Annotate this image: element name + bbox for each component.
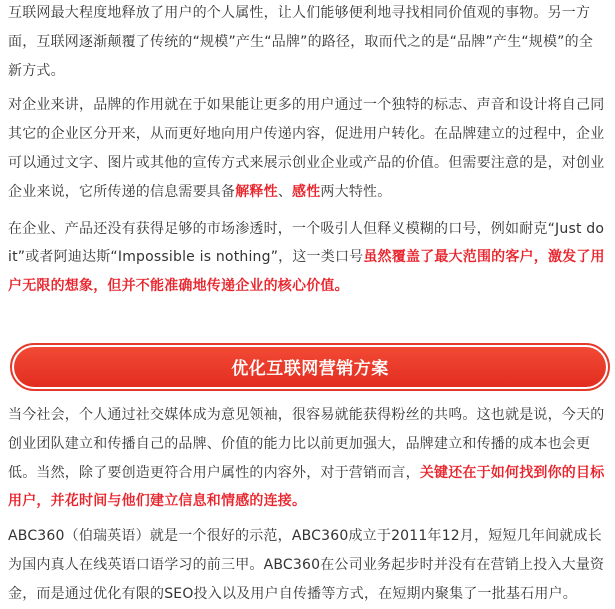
paragraph-brand-role-tail: 两大特性。 bbox=[320, 183, 392, 200]
paragraph-slogan bbox=[8, 215, 607, 301]
section-banner-fill bbox=[14, 347, 606, 387]
paragraph-brand-role-text: 对企业来讲，品牌的作用就在于如果能让更多的用户通过一个独特的标志、声音和设计将自己同其它的企业区分开来，从而更好地向用户传递内容，促进用户转化。在品牌建立的过程中，企业可以通过文字、图片或其他的宣传方式来展示创业企业或产品的价值。但需要注意的是，对创业企业来说，它所传递的信息需要具备 bbox=[8, 97, 605, 200]
section-banner bbox=[10, 343, 610, 391]
section-banner-title: 优化互联网营销方案 bbox=[231, 359, 389, 380]
separator-text: 、 bbox=[277, 183, 293, 200]
paragraph-intro-text: 互联网最大程度地释放了用户的个人属性，让人们能够便利地寻找相同价值观的事物。另一方面，互联网逐渐颠覆了传统的“规模”产生“品牌”的路径，取而代之的是“品牌”产生“规模”的全新方式。 bbox=[8, 5, 594, 79]
highlight-target-users: 关键还在于如何找到你的目标用户，并花时间与他们建立信息和情感的连接。 bbox=[8, 464, 605, 510]
highlight-emotional: 感性 bbox=[292, 183, 321, 200]
paragraph-slogan-text: 在企业、产品还没有获得足够的市场渗透时，一个吸引人但释义模糊的口号，例如耐克“Just do it”或者阿迪达斯“Impossible is nothing”，这一类口号 bbox=[8, 220, 605, 266]
paragraph-intro bbox=[8, 0, 607, 85]
paragraph-social-media bbox=[8, 401, 607, 516]
paragraph-abc360-example bbox=[8, 522, 607, 608]
paragraph-abc360-text: ABC360（伯瑞英语）就是一个很好的示范，ABC360成立于2011年12月，短短几年间就成长为国内真人在线英语口语学习的前三甲。ABC360在公司业务起步时并没有在营销上投入大量资金，而是通过优化有限的SEO投入以及用户自传播等方式，在短期内聚集了一批基石用户。 bbox=[8, 528, 605, 602]
highlight-slogan-limit: 虽然覆盖了最大范围的客户，激发了用户无限的想象，但并不能准确地传递企业的核心价值。 bbox=[8, 249, 605, 295]
paragraph-brand-role bbox=[8, 91, 607, 206]
highlight-explanatory: 解释性 bbox=[235, 183, 278, 200]
paragraph-social-media-text: 当今社会，个人通过社交媒体成为意见领袖，很容易就能获得粉丝的共鸣。这也就是说，今天的创业团队建立和传播自己的品牌、价值的能力比以前更加强大，品牌建立和传播的成本也会更低。当然，除了要创造更符合用户属性的内容外，对于营销而言， bbox=[8, 406, 605, 481]
